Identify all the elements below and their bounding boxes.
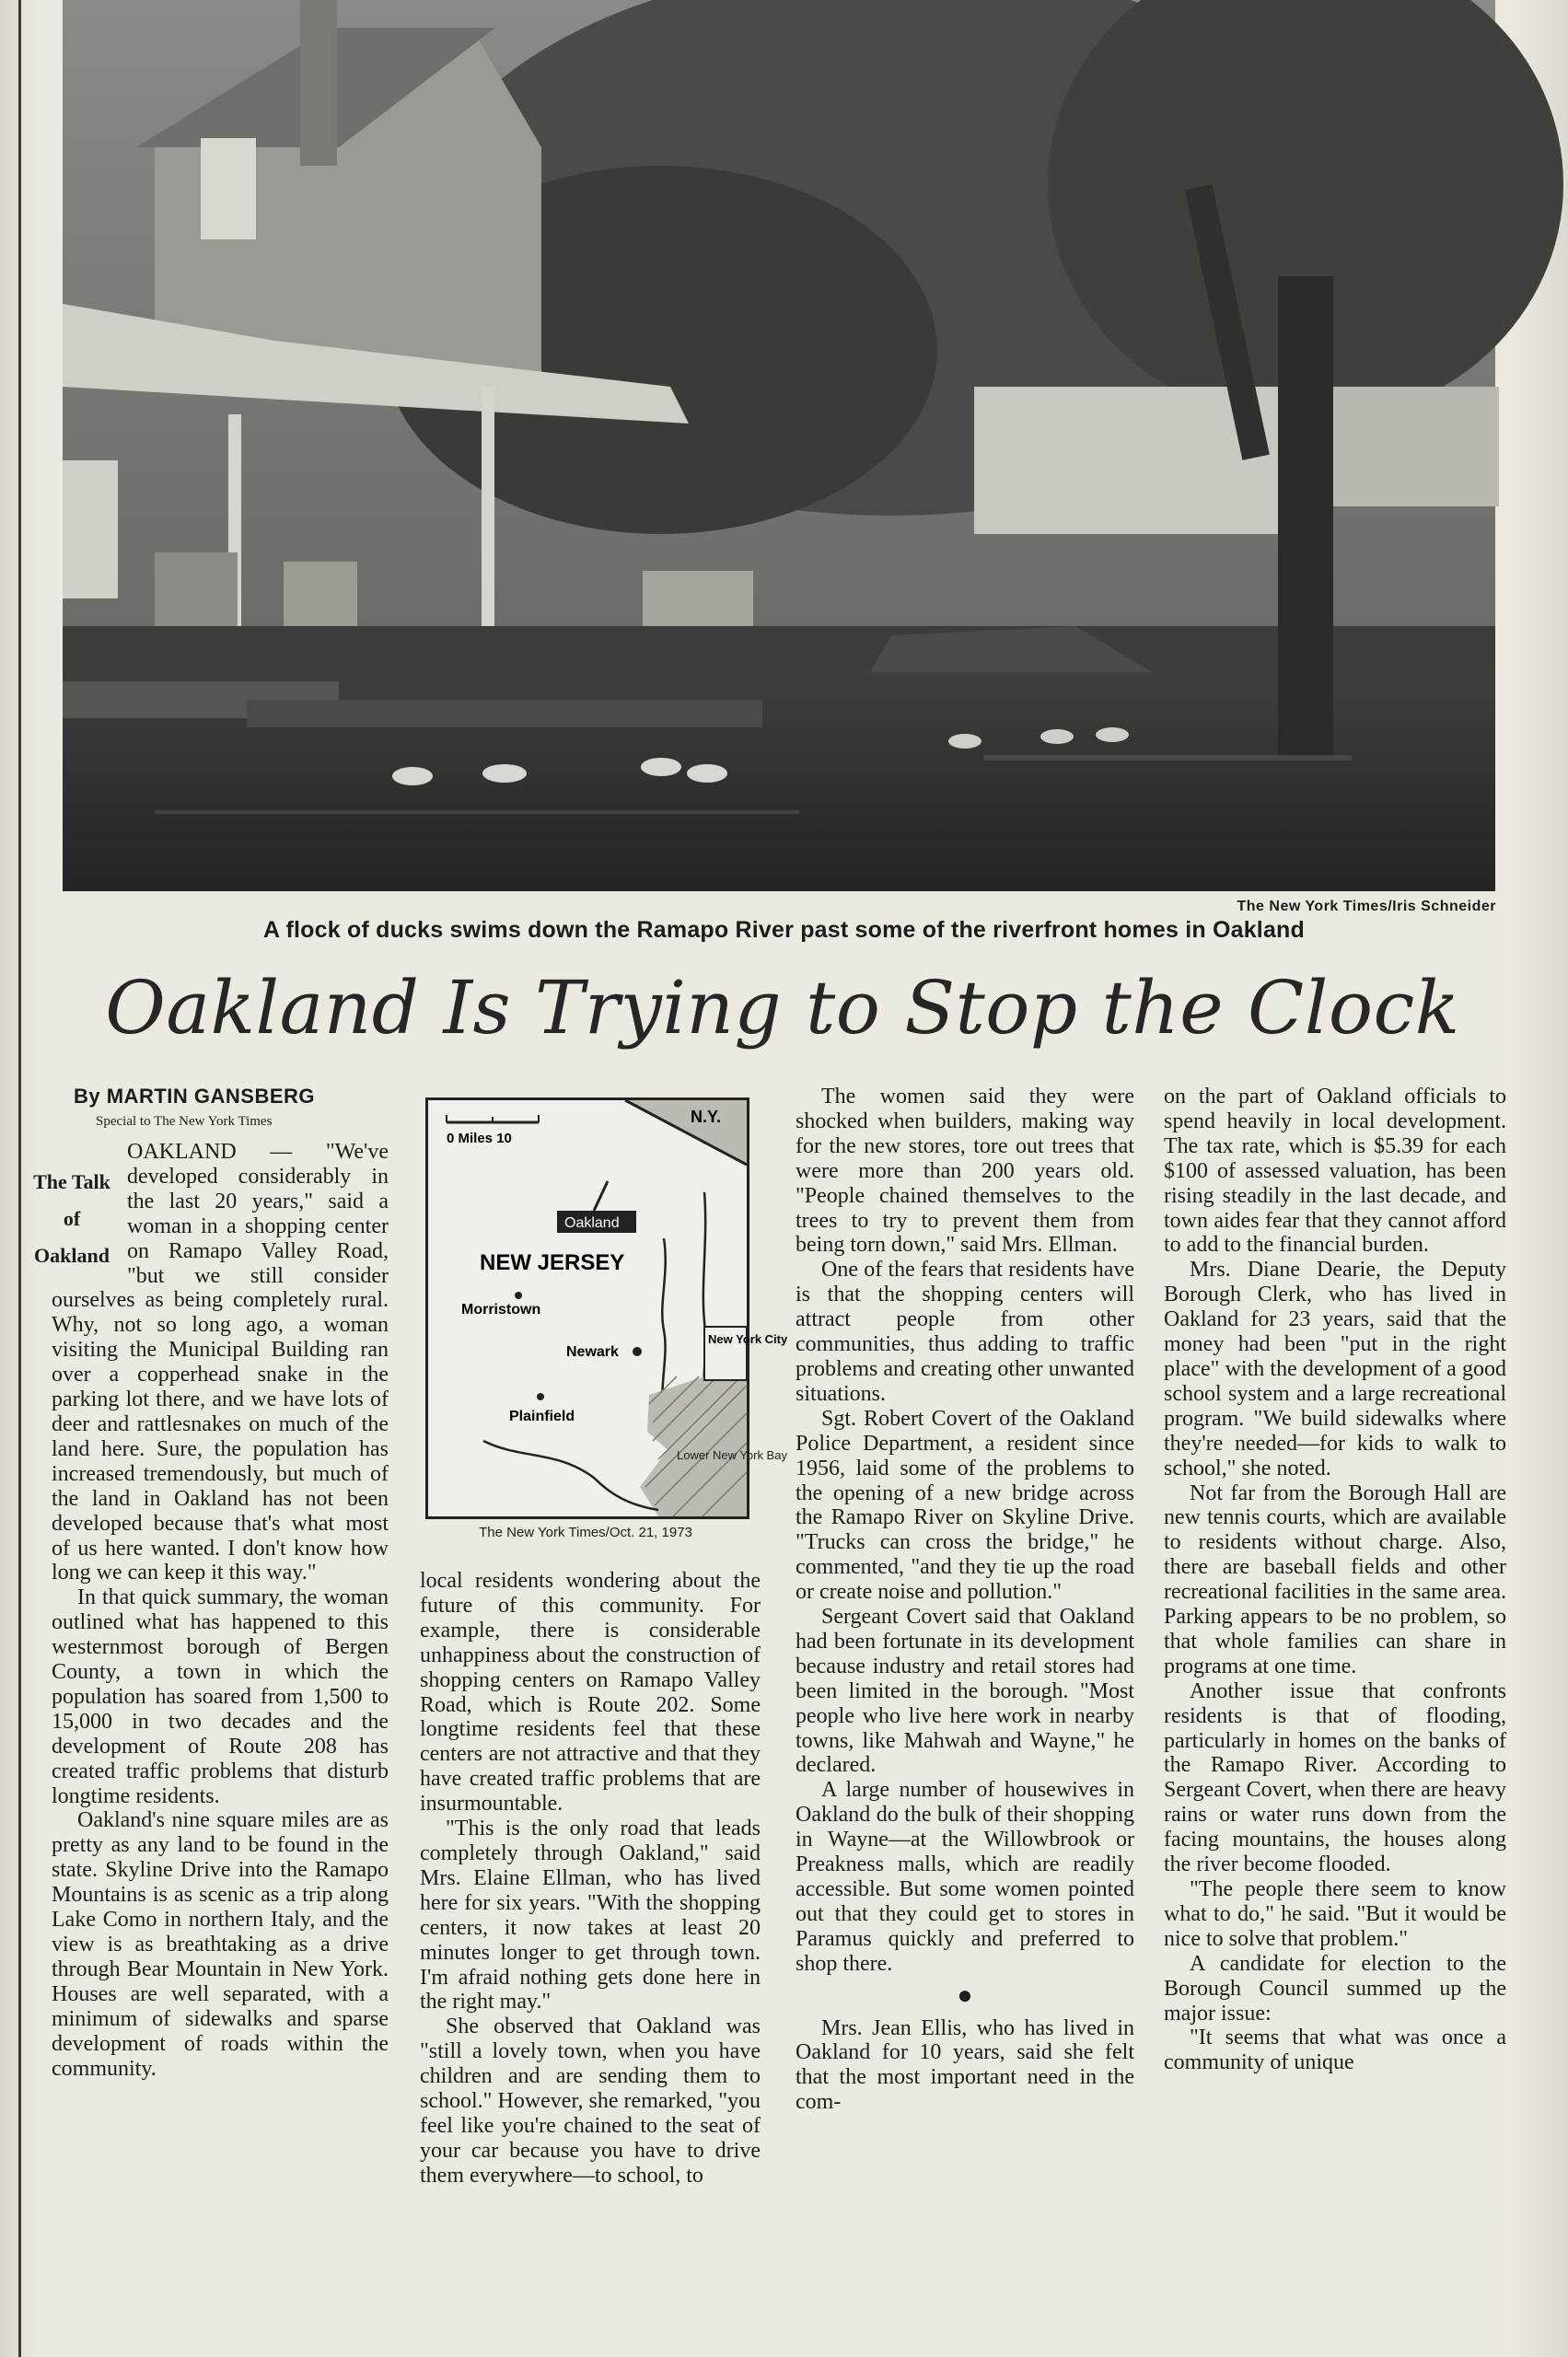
paragraph: One of the fears that residents have is that the shopping centers will attract people from other communities, thus adding to traffic problems and creating other unwanted situations. xyxy=(796,1258,1134,1406)
map-nyc-label: New York City xyxy=(708,1332,788,1346)
special-credit: Special to The New York Times xyxy=(96,1114,273,1129)
paragraph: A large number of housewives in Oakland do the bulk of their shopping in Wayne—at the Willowbrook or Preakness malls, which are readily accessible. But some women pointed out that they could get to stores in Paramus quickly and preferred to shop there. xyxy=(796,1778,1134,1976)
talk-line-2: of xyxy=(63,1207,81,1230)
photo-credit: The New York Times/Iris Schneider xyxy=(1237,899,1496,914)
paragraph: She observed that Oakland was "still a lovely town, when you have children and are sending them to school." However, she remarked, "you feel like you're chained to the seat of your car because you have to drive them everywhere—to school, to xyxy=(420,2014,761,2188)
page-edge-rule xyxy=(18,0,21,2357)
paragraph: Sgt. Robert Covert of the Oakland Police Department, a resident since 1956, laid some of the problems to the opening of a new bridge across the Ramapo River on Skyline Drive. "Trucks can cross the bridge," he commented, "and they tie up the road or create noise and pollution." xyxy=(796,1406,1134,1605)
map-credit: The New York Times/Oct. 21, 1973 xyxy=(479,1525,692,1540)
paragraph-text: OAKLAND — "We've developed considerably in the last 20 years," said a woman in a shopping center on Ramapo Valley Road, "but we still consider ourselves as being completely rural. Why, not so long ago, a woman visiting the Municipal Building ran over a copperhead snake in the parking lot there, and we have lots of deer and rattlesnakes on much of the land here. Sure, the population has increased tremendously, but much of the land in Oakland has not been developed because that's what most of us here wanted. I don't know how long we can keep it this way." xyxy=(52,1140,389,1585)
article-column-2 xyxy=(420,1569,761,2189)
paragraph: Another issue that confronts residents is that of flooding, particularly in homes on the banks of the Ramapo River. According to Sergeant Covert, when there are heavy rains or water runs down from the facing mountains, the houses along the river become flooded. xyxy=(1164,1678,1506,1877)
section-bullet: ● xyxy=(957,1980,973,2010)
paragraph: Oakland's nine square miles are as pretty as any land to be found in the state. Skyline Drive into the Ramapo Mountains is as scenic as a trip along Lake Como in northern Italy, and the view is as breathtaking as a drive through Bear Mountain in New York. Houses are well separated, with a minimum of sidewalks and sparse development of roads within the community. xyxy=(52,1808,389,2081)
map-lower-bay-label: Lower New York Bay xyxy=(677,1448,787,1462)
talk-line-3: Oakland xyxy=(34,1244,110,1267)
talk-of-oakland-box xyxy=(26,1164,118,1274)
paragraph: A candidate for election to the Borough Council summed up the major issue: xyxy=(1164,1951,1506,2026)
paragraph xyxy=(33,1140,389,1585)
paragraph: "It seems that what was once a community of unique xyxy=(1164,2026,1506,2075)
locator-map xyxy=(425,1097,788,1519)
paragraph: "The people there seem to know what to do," he said. "But it would be nice to solve that problem." xyxy=(1164,1877,1506,1951)
map-newark-label: Newark xyxy=(566,1344,619,1360)
paragraph: The women said they were shocked when builders, making way for the new stores, tore out trees that were more than 200 years old. "People chained themselves to the trees to try to prevent them from being torn down," said Mrs. Ellman. xyxy=(796,1085,1134,1258)
paragraph: local residents wondering about the future of this community. For example, there is considerable unhappiness about the construction of shopping centers on Ramapo Valley Road, which is Route 202. Some longtime residents feel that these centers are not attractive and that they have created traffic problems that are insurmountable. xyxy=(420,1569,761,1817)
map-plainfield-label: Plainfield xyxy=(509,1409,575,1424)
map-scale-label: 0 Miles 10 xyxy=(447,1131,512,1146)
photo-caption: A flock of ducks swims down the Ramapo River past some of the riverfront homes in Oakland xyxy=(263,917,1305,943)
headline: Oakland Is Trying to Stop the Clock xyxy=(105,965,1460,1051)
talk-line-1: The Talk xyxy=(33,1170,110,1193)
map-oakland-label: Oakland xyxy=(564,1215,620,1231)
map-nj-label: NEW JERSEY xyxy=(480,1250,625,1275)
paragraph: Not far from the Borough Hall are new tennis courts, which are available to residents without charge. Also, there are baseball fields and other recreational facilities in the same area. Parking appears to be no problem, so that whole families can share in programs at one time. xyxy=(1164,1480,1506,1678)
article-column-4 xyxy=(1164,1085,1506,2075)
map-morristown-label: Morristown xyxy=(461,1302,541,1318)
paragraph: "This is the only road that leads completely through Oakland," said Mrs. Elaine Ellman, who has lived here for six years. "With the shopping centers, it now takes at least 20 minutes longer to get through town. I'm afraid nothing gets done here in the right may." xyxy=(420,1817,761,2014)
byline: By MARTIN GANSBERG xyxy=(74,1085,316,1108)
paragraph: Mrs. Jean Ellis, who has lived in Oakland for 10 years, said she felt that the most important need in the com- xyxy=(796,2015,1134,2115)
article-column-1 xyxy=(33,1140,389,2081)
paragraph: Mrs. Diane Dearie, the Deputy Borough Clerk, who has lived in Oakland for 23 years, said that the money had been "put in the right place" with the development of a good school system and a large recreational program. "We build sidewalks where they're needed—for kids to walk to school," she noted. xyxy=(1164,1258,1506,1480)
paragraph: on the part of Oakland officials to spend heavily in local development. The tax rate, which is $5.39 for each $100 of assessed valuation, has been rising steadily in the last decade, and town aides fear that they cannot afford to add to the financial burden. xyxy=(1164,1085,1506,1258)
article-column-3 xyxy=(796,1085,1134,2115)
paragraph: In that quick summary, the woman outlined what has happened to this westernmost borough of Bergen County, a town in which the population has soared from 1,500 to 15,000 in two decades and the development of Route 208 has created traffic problems that disturb longtime residents. xyxy=(52,1585,389,1808)
paragraph: Sergeant Covert said that Oakland had been fortunate in its development because industry and retail stores had been limited in the borough. "Most people who live here work in nearby towns, like Mahwah and Wayne," he declared. xyxy=(796,1605,1134,1778)
riverfront-photo xyxy=(63,0,1495,891)
map-ny-label: N.Y. xyxy=(691,1108,722,1126)
